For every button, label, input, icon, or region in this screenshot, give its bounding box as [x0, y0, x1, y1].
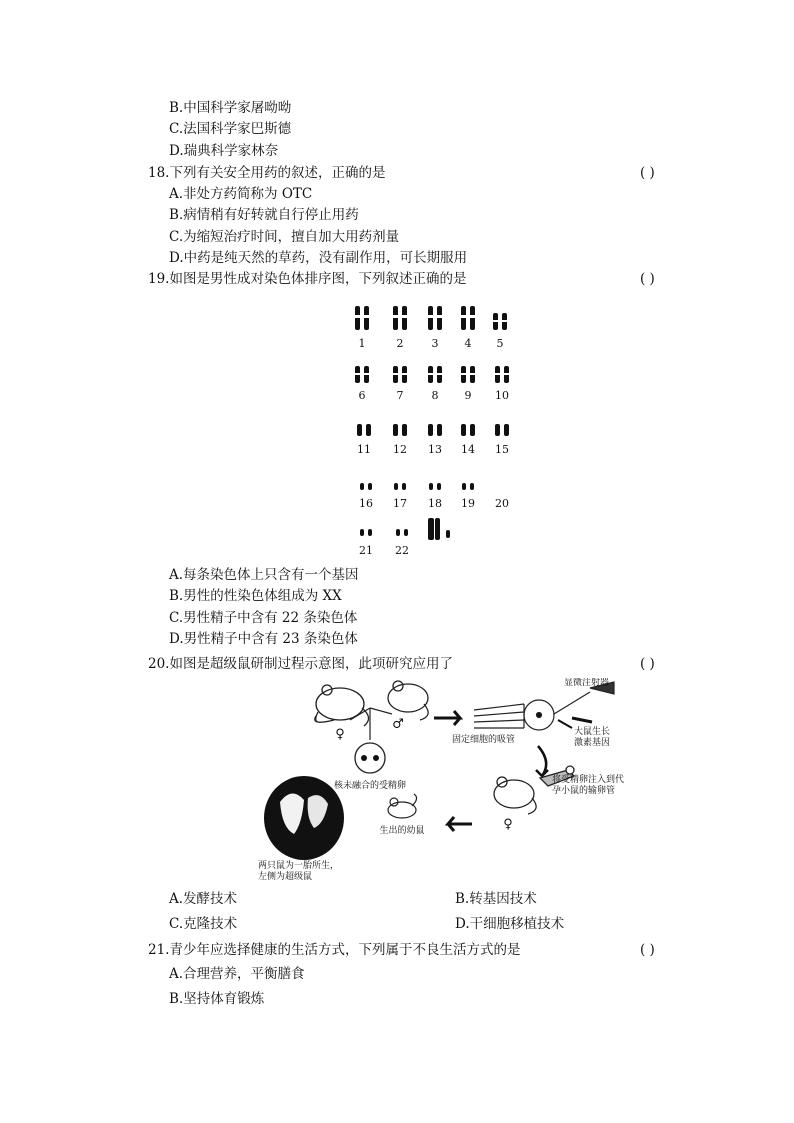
- chromosome-pair-14: [461, 424, 475, 436]
- chromosome-label-1: 1: [358, 337, 366, 350]
- q18-option-b: B.病情稍有好转就自行停止用药: [169, 207, 359, 223]
- chromosome-pair-13: [428, 424, 442, 436]
- q20-stem: 20.如图是超级鼠研制过程示意图，此项研究应用了: [148, 656, 453, 672]
- q21-option-a: A.合理营养，平衡膳食: [169, 966, 305, 982]
- sex-chromosomes-xy: [428, 518, 450, 540]
- chromosome-pair-9: [459, 366, 477, 383]
- q21-option-b: B.坚持体育锻炼: [169, 991, 265, 1007]
- chromosome-pair-17: [394, 483, 406, 490]
- q18-option-c: C.为缩短治疗时间，擅自加大用药剂量: [169, 229, 400, 245]
- chromosome-label-14: 14: [461, 443, 475, 456]
- q20-option-c: C.克隆技术: [169, 916, 238, 932]
- chromosome-pair-18: [429, 483, 441, 490]
- q18-stem: 18.下列有关安全用药的叙述，正确的是: [148, 165, 386, 181]
- q20-answer-blank: ( ): [640, 656, 655, 672]
- q18-option-d: D.中药是纯天然的草药，没有副作用，可长期服用: [169, 250, 468, 266]
- chromosome-label-10: 10: [495, 389, 509, 402]
- chromosome-pair-1: [353, 306, 371, 330]
- q21-stem: 21.青少年应选择健康的生活方式，下列属于不良生活方式的是: [148, 942, 521, 958]
- chromosome-pair-3: [426, 306, 444, 330]
- pups-label: 生出的幼鼠: [379, 826, 425, 836]
- chromosome-pair-5: [491, 313, 509, 330]
- chromosome-label-6: 6: [358, 389, 366, 402]
- arrow-right-icon: [434, 711, 460, 725]
- chromosome-pair-7: [391, 366, 409, 383]
- chromosome-label-15: 15: [495, 443, 509, 456]
- mating-lines: [350, 708, 392, 740]
- chromosome-pair-2: [391, 306, 409, 330]
- chromosome-pair-11: [357, 424, 371, 436]
- q19-stem: 19.如图是男性成对染色体排序图，下列叙述正确的是: [148, 271, 467, 287]
- chromosome-label-16: 16: [359, 497, 373, 510]
- chromosome-pair-22: [396, 529, 408, 536]
- fertilized-egg: [355, 743, 385, 773]
- chromosome-label-3: 3: [431, 337, 439, 350]
- pipette-label: 固定细胞的吸管: [452, 735, 516, 745]
- chromosome-label-2: 2: [396, 337, 404, 350]
- photo-caption-line1: 两只鼠为一胎所生，: [258, 861, 340, 871]
- female-mouse: [315, 685, 369, 726]
- chromosome-label-19: 19: [461, 497, 475, 510]
- q17-option-d: D.瑞典科学家林奈: [169, 143, 279, 159]
- chromosome-label-9: 9: [464, 389, 472, 402]
- inject-label-line1: 将受精卵注入到代: [552, 775, 625, 785]
- inject-label-line2: 孕小鼠的输卵管: [552, 786, 616, 796]
- surrogate-female-symbol: ♀: [503, 817, 513, 832]
- chromosome-pair-21: [360, 529, 372, 536]
- chromosome-label-20: 20: [495, 497, 509, 510]
- chromosome-label-7: 7: [396, 389, 404, 402]
- chromosome-pair-19: [462, 483, 474, 490]
- q20-option-b: B.转基因技术: [455, 891, 537, 907]
- gene-label-line1: 大鼠生长: [574, 727, 611, 737]
- super-mouse-photo: [264, 776, 344, 860]
- arrow-down-icon: [536, 746, 548, 776]
- arrow-left-icon: [448, 817, 472, 831]
- chromosome-label-17: 17: [393, 497, 407, 510]
- chromosome-pair-6: [353, 366, 371, 383]
- chromosome-pair-10: [493, 366, 511, 383]
- super-mouse-figure: [252, 678, 652, 883]
- chromosome-label-18: 18: [428, 497, 442, 510]
- microinjector-label: 显微注射器: [564, 678, 610, 688]
- chromosome-label-11: 11: [357, 443, 371, 456]
- chromosome-pair-8: [426, 366, 444, 383]
- chromosome-label-21: 21: [359, 544, 373, 557]
- q17-option-b: B.中国科学家屠呦呦: [169, 100, 292, 116]
- male-mouse: [388, 681, 428, 720]
- zygote-label: 核未融合的受精卵: [333, 781, 407, 791]
- newborn-pups: [388, 794, 417, 818]
- female-symbol: ♀: [335, 727, 345, 742]
- q19-answer-blank: ( ): [640, 271, 655, 287]
- chromosome-label-22: 22: [395, 544, 409, 557]
- karyotype-figure: [340, 296, 525, 558]
- chromosome-label-8: 8: [431, 389, 439, 402]
- chromosome-pair-15: [495, 424, 509, 436]
- photo-caption-line2: 左侧为超级鼠: [258, 872, 313, 882]
- q19-option-b: B.男性的性染色体组成为 XX: [169, 588, 342, 604]
- chromosome-pair-16: [360, 483, 372, 490]
- q19-option-d: D.男性精子中含有 23 条染色体: [169, 631, 358, 647]
- male-symbol: ♂: [392, 717, 404, 732]
- q20-option-a: A.发酵技术: [169, 891, 238, 907]
- chromosome-label-5: 5: [496, 337, 504, 350]
- chromosome-label-12: 12: [393, 443, 407, 456]
- chromosome-label-4: 4: [464, 337, 472, 350]
- chromosome-label-13: 13: [428, 443, 442, 456]
- q19-option-a: A.每条染色体上只含有一个基因: [169, 567, 359, 583]
- q18-option-a: A.非处方药简称为 OTC: [169, 186, 313, 202]
- chromosome-pair-4: [459, 306, 477, 330]
- q20-option-d: D.干细胞移植技术: [455, 916, 565, 932]
- q18-answer-blank: ( ): [640, 165, 655, 181]
- q19-option-c: C.男性精子中含有 22 条染色体: [169, 610, 358, 626]
- pipette-and-egg: [474, 682, 614, 730]
- gene-label-line2: 激素基因: [574, 738, 611, 748]
- q17-option-c: C.法国科学家巴斯德: [169, 121, 292, 137]
- chromosome-pair-12: [393, 424, 407, 436]
- q21-answer-blank: ( ): [640, 942, 655, 958]
